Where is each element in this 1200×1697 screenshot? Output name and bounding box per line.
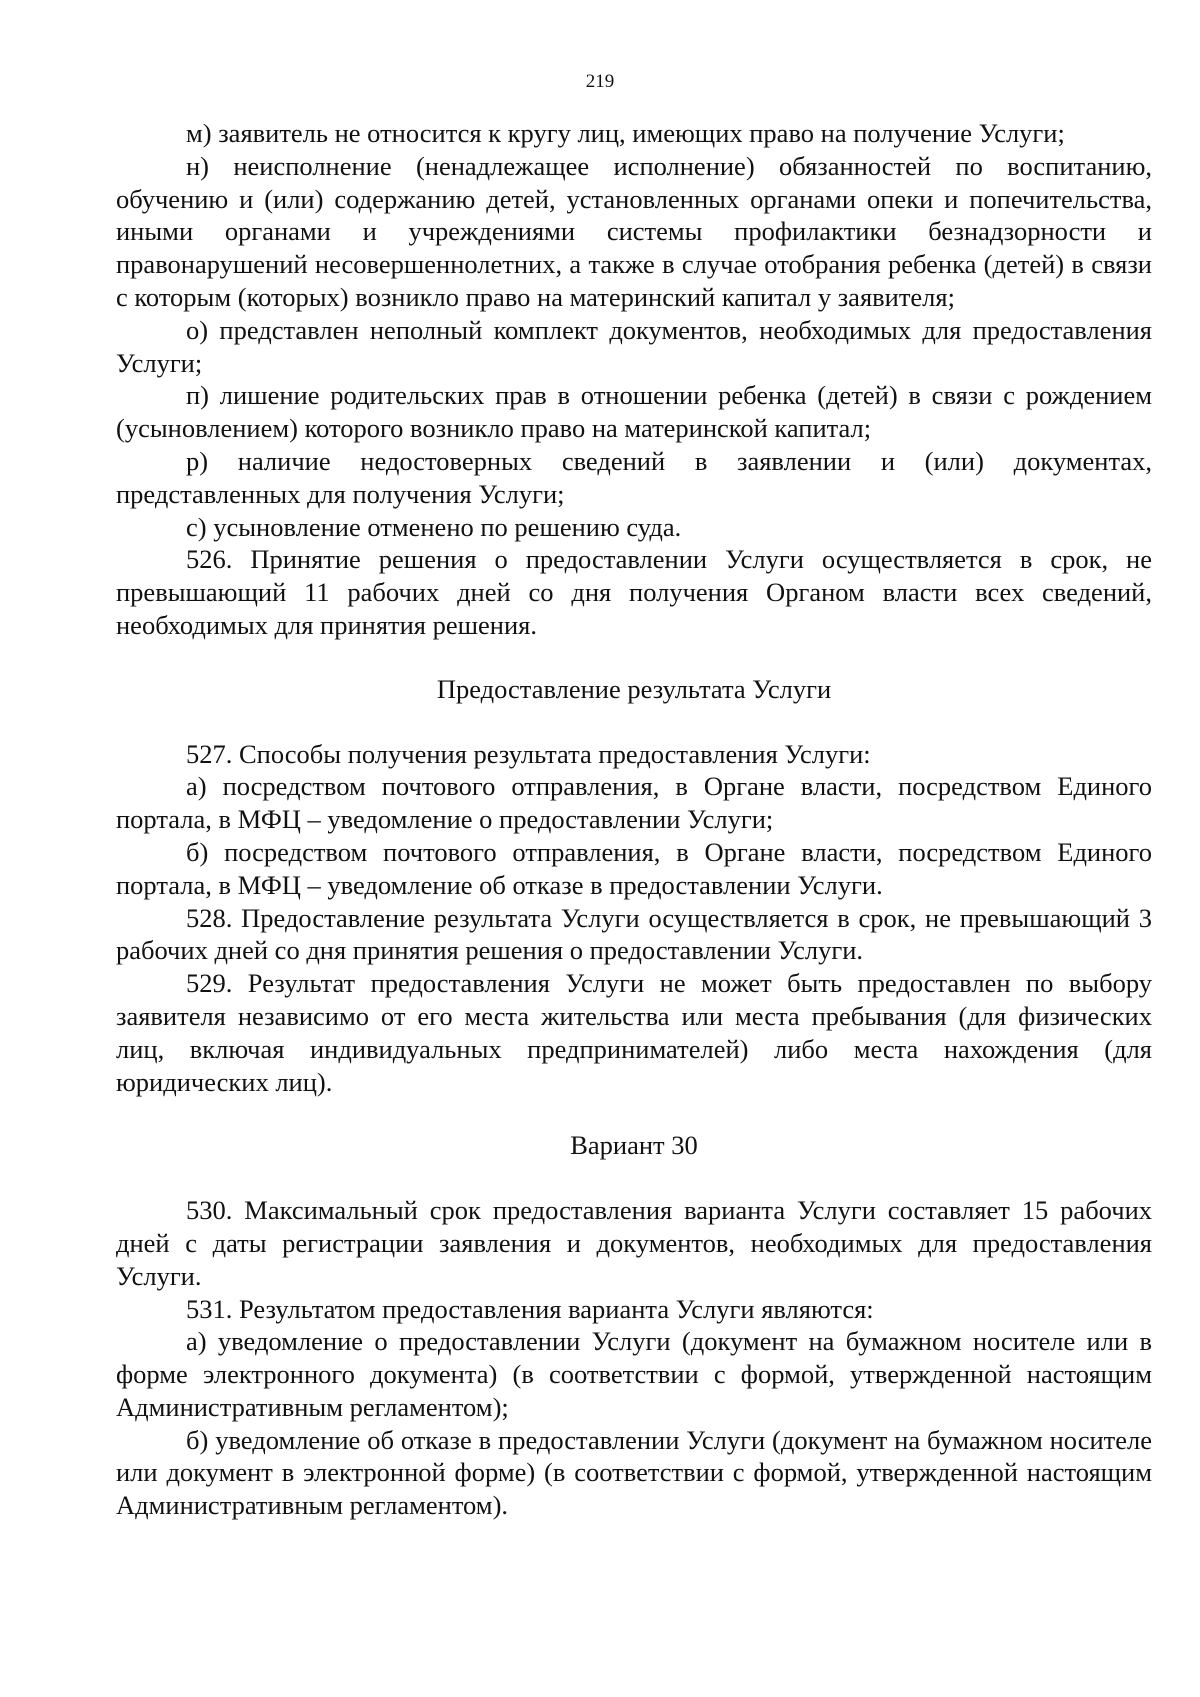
paragraph-item-o: о) представлен неполный комплект документов, необходимых для предоставления Услуги; bbox=[116, 314, 1152, 378]
document-body bbox=[116, 117, 1152, 1522]
paragraph-530: 530. Максимальный срок предоставления варианта Услуги составляет 15 рабочих дней с даты регистрации заявления и документов, необходимых для предоставления Услуги. bbox=[116, 1195, 1152, 1291]
paragraph-531-b: б) уведомление об отказе в предоставлении Услуги (документ на бумажном носителе или документ в электронной форме) (в соответствии с формой, утвержденной настоящим Административным регламентом). bbox=[116, 1424, 1152, 1521]
paragraph-527-a: а) посредством почтового отправления, в Органе власти, посредством Единого портала, в МФЦ – уведомление о предоставлении Услуги; bbox=[116, 771, 1152, 835]
paragraph-item-r: р) наличие недостоверных сведений в заявлении и (или) документах, представленных для получения Услуги; bbox=[116, 445, 1152, 509]
paragraph-531: 531. Результатом предоставления варианта Услуги являются: bbox=[186, 1293, 874, 1324]
page-number: 219 bbox=[585, 71, 615, 92]
paragraph-529: 529. Результат предоставления Услуги не может быть предоставлен по выбору заявителя независимо от его места жительства или места пребывания (для физических лиц, включая индивидуальных предпринимателей) либо места нахождения (для юридических лиц). bbox=[116, 968, 1152, 1097]
paragraph-item-p: п) лишение родительских прав в отношении ребенка (детей) в связи с рождением (усыновлением) которого возникло право на материнской капитал; bbox=[116, 380, 1152, 444]
section-heading-variant: Вариант 30 bbox=[570, 1130, 698, 1161]
paragraph-526: 526. Принятие решения о предоставлении Услуги осуществляется в срок, не превышающий 11 рабочих дней со дня получения Органом власти всех сведений, необходимых для принятия решения. bbox=[116, 544, 1152, 640]
paragraph-527: 527. Способы получения результата предоставления Услуги: bbox=[186, 738, 871, 769]
section-heading-result: Предоставление результата Услуги bbox=[436, 673, 832, 704]
paragraph-item-m: м) заявитель не относится к кругу лиц, имеющих право на получение Услуги; bbox=[186, 118, 1065, 148]
paragraph-527-b: б) посредством почтового отправления, в Органе власти, посредством Единого портала, в МФЦ – уведомление об отказе в предоставлении Услуги. bbox=[116, 836, 1152, 900]
paragraph-item-n: н) неисполнение (ненадлежащее исполнение) обязанностей по воспитанию, обучению и (или) содержанию детей, установленных органами опеки и попечительства, иными органами и учреждениями системы профилактики безнадзорности и правонарушений несовершеннолетних, а также в случае отобрания ребенка (детей) в связи с которым (которых) возникло право на материнский капитал у заявителя; bbox=[116, 150, 1152, 312]
paragraph-531-a: а) уведомление о предоставлении Услуги (документ на бумажном носителе или в форме электронного документа) (в соответствии с формой, утвержденной настоящим Административным регламентом); bbox=[116, 1326, 1152, 1422]
paragraph-item-s: с) усыновление отменено по решению суда. bbox=[186, 511, 682, 542]
paragraph-528: 528. Предоставление результата Услуги осуществляется в срок, не превышающий 3 рабочих дней со дня принятия решения о предоставлении Услуги. bbox=[116, 902, 1152, 966]
